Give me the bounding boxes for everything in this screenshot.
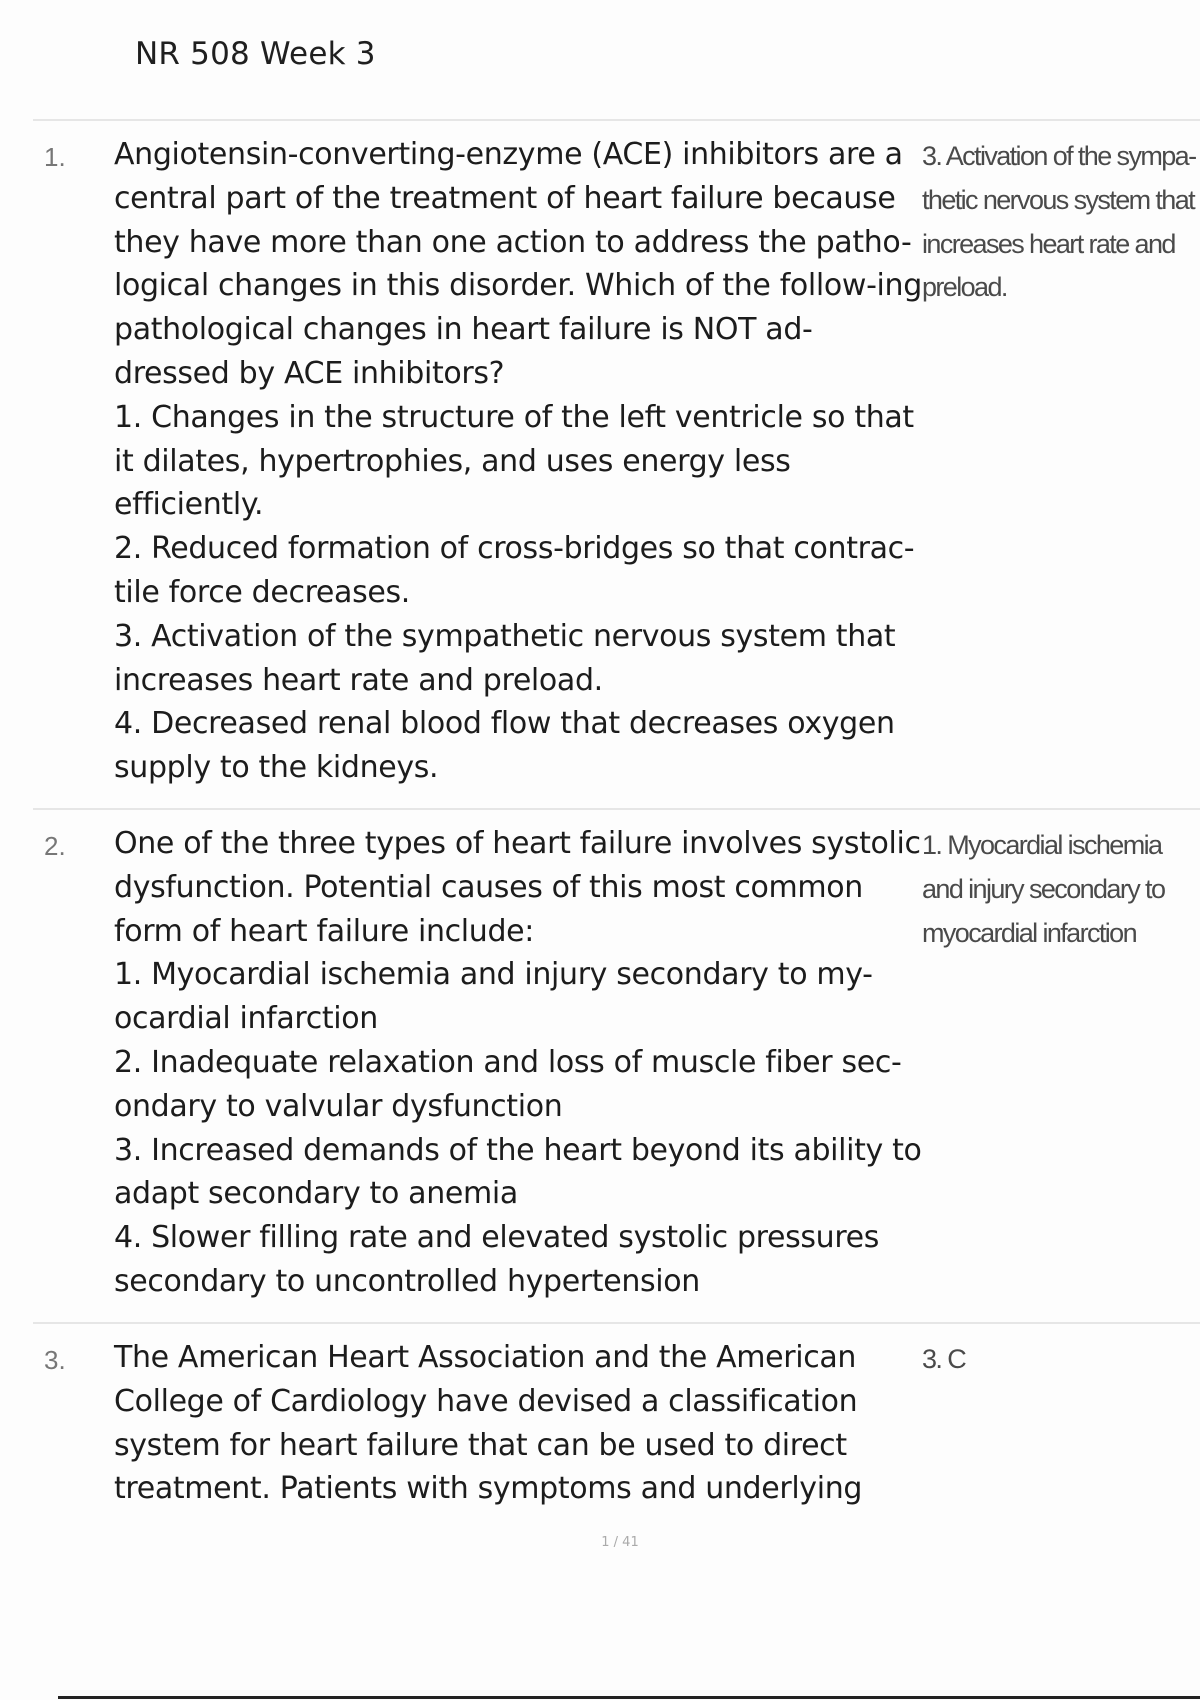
divider <box>33 1322 1200 1324</box>
question-number: 3. <box>44 1345 66 1375</box>
answer-option: 4. Slower filling rate and elevated systolic pressures secondary to uncontrolled hypertension <box>114 1220 880 1299</box>
bottom-rule <box>58 1696 1200 1699</box>
answer-option: 2. Reduced formation of cross-bridges so that contrac-tile force decreases. <box>114 531 915 610</box>
answer-option: 2. Inadequate relaxation and loss of muscle fiber sec-ondary to valvular dysfunction <box>114 1044 902 1124</box>
question-stem: One of the three types of heart failure involves systolic dysfunction. Potential causes of this most common form of heart failure include: <box>114 826 921 949</box>
question-2 <box>114 822 924 1304</box>
answer-key: 3. C <box>922 1344 966 1374</box>
answer-key: 3. Activation of the sympa-thetic nervous system that increases heart rate and preload. <box>922 141 1196 303</box>
question-3 <box>114 1336 924 1511</box>
answer-key: 1. Myocardial ischemia and injury secondary to myocardial infarction <box>922 830 1165 948</box>
question-number: 2. <box>44 831 66 861</box>
divider <box>33 808 1200 810</box>
question-1 <box>114 133 924 790</box>
answer-option: 3. Activation of the sympathetic nervous system that increases heart rate and preload. <box>114 618 896 698</box>
question-stem: The American Heart Association and the American College of Cardiology have devised a classification system for heart failure that can be used to direct treatment. Patients with symptoms and underlying <box>114 1340 863 1507</box>
answer-option: 1. Myocardial ischemia and injury secondary to my-ocardial infarction <box>114 957 873 1037</box>
answer-option: 4. Decreased renal blood flow that decreases oxygen supply to the kidneys. <box>114 706 895 786</box>
question-number: 1. <box>44 142 66 172</box>
document-title: NR 508 Week 3 <box>135 36 376 72</box>
answer-option: 1. Changes in the structure of the left ventricle so that it dilates, hypertrophies, and uses energy less efficiently. <box>114 399 914 523</box>
question-stem: Angiotensin-converting-enzyme (ACE) inhibitors are a central part of the treatment of heart failure because they have more than one action to address the patho-logical changes in this disorder. Which of the follow-ing pathological changes in heart failure is NOT ad-dressed by ACE inhibitors? <box>114 137 922 391</box>
page-indicator: 1 / 41 <box>601 1535 639 1550</box>
divider <box>33 119 1200 121</box>
answer-option: 3. Increased demands of the heart beyond its ability to adapt secondary to anemia <box>114 1132 922 1212</box>
